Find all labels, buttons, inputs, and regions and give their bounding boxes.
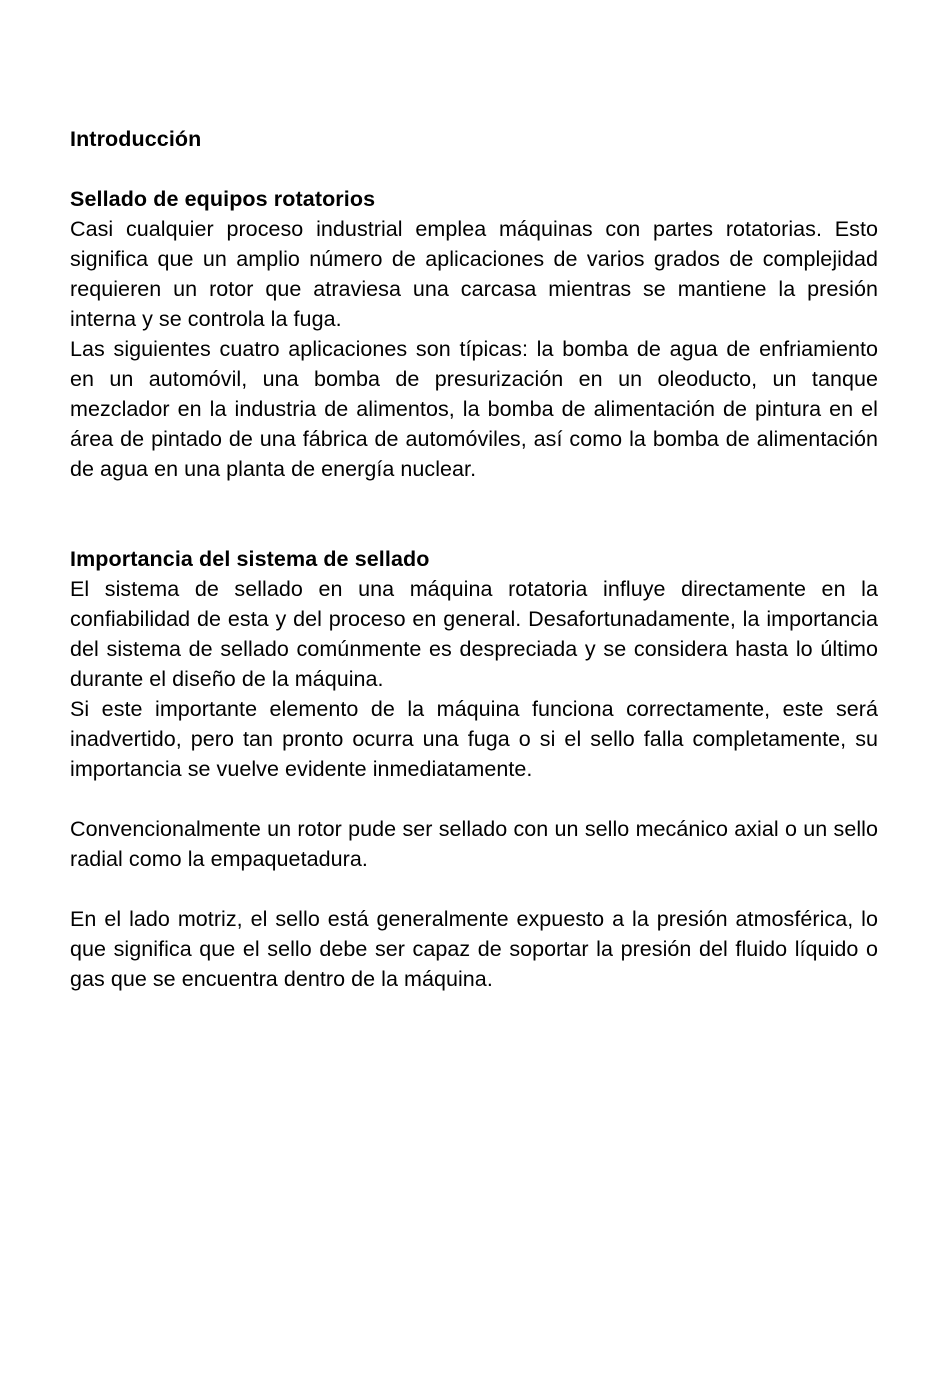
document-content (70, 124, 878, 994)
section-1-paragraph-2: Las siguientes cuatro aplicaciones son típicas: la bomba de agua de enfriamiento en un automóvil, una bomba de presurización en un oleoducto, un tanque mezclador en la industria de alimentos, la bomba de alimentación de pintura en el área de pintado de una fábrica de automóviles, así como la bomba de alimentación de agua en una planta de energía nuclear. (70, 337, 878, 481)
title-spacer (70, 154, 878, 184)
section-heading-2: Importancia del sistema de sellado (70, 547, 430, 571)
page-title: Introducción (70, 127, 202, 151)
section-importancia-del-sistema-de-sellado (70, 544, 878, 784)
closing-paragraph-2: En el lado motriz, el sello está generalmente expuesto a la presión atmosférica, lo que significa que el sello debe ser capaz de soportar la presión del fluido líquido o gas que se encuentra dentro de la máquina. (70, 907, 878, 991)
section-heading-1: Sellado de equipos rotatorios (70, 187, 376, 211)
section-sellado-de-equipos-rotatorios (70, 184, 878, 484)
section-2-paragraph-1: El sistema de sellado en una máquina rotatoria influye directamente en la confiabilidad de esta y del proceso en general. Desafortunadamente, la importancia del sistema de sellado comúnmente es despreciada y se considera hasta lo último durante el diseño de la máquina. (70, 577, 878, 691)
section-2-paragraph-2: Si este importante elemento de la máquina funciona correctamente, este será inadvertido, pero tan pronto ocurra una fuga o si el sello falla completamente, su importancia se vuelve evidente inmediatamente. (70, 697, 878, 781)
section-spacer (70, 484, 878, 544)
paragraph-spacer-1 (70, 784, 878, 814)
section-1-paragraph-1: Casi cualquier proceso industrial emplea máquinas con partes rotatorias. Esto significa que un amplio número de aplicaciones de varios grados de complejidad requieren un rotor que atraviesa una carcasa mientras se mantiene la presión interna y se controla la fuga. (70, 217, 878, 331)
closing-paragraph-1: Convencionalmente un rotor pude ser sellado con un sello mecánico axial o un sello radial como la empaquetadura. (70, 817, 878, 871)
paragraph-spacer-2 (70, 874, 878, 904)
